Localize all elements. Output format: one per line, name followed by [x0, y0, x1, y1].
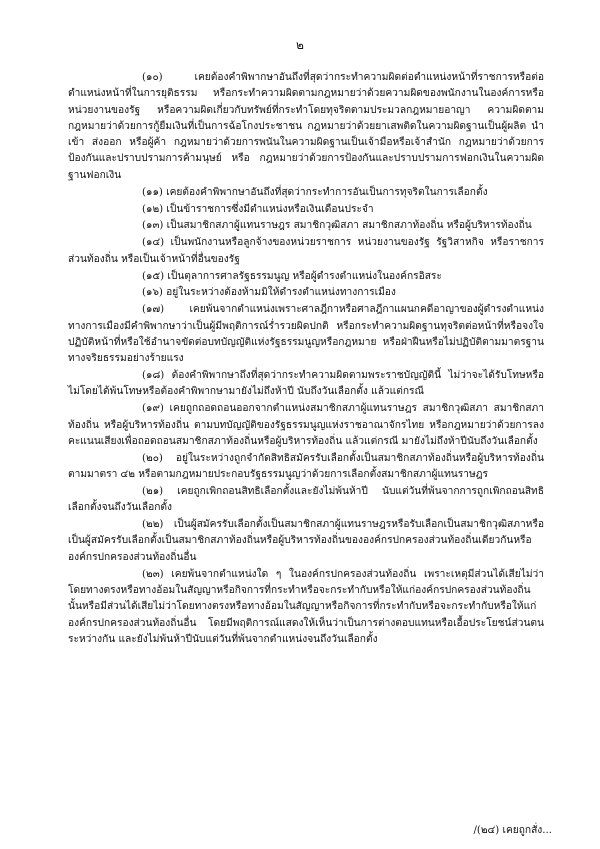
clause-11: (๑๑) เคยต้องคำพิพากษาอันถึงที่สุดว่ากระทำการอันเป็นการทุจริตในการเลือกตั้ง [142, 186, 488, 198]
clause-12: (๑๒) เป็นข้าราชการซึ่งมีตำแหน่งหรือเงินเดือนประจำ [142, 203, 374, 215]
clause-16: (๑๖) อยู่ในระหว่างต้องห้ามมิให้ดำรงตำแหน่งทางการเมือง [142, 287, 396, 299]
clause-22: (๒๒) เป็นผู้สมัครรับเลือกตั้งเป็นสมาชิกสภาผู้แทนราษฎรหรือรับเลือกเป็นสมาชิกวุฒิสภาหรือเป็นผู้สมัครรับเลือกตั้งเป็นสมาชิกสภาท้องถิ่นหรือผู้บริหารท้องถิ่นขององค์กรปกครองส่วนท้องถิ่นเดียวกันหรือองค์กรปกครองส่วนท้องถิ่นอื่น [68, 519, 544, 563]
continuation-note: /(๒๔) เคยถูกสั่ง... [473, 825, 552, 836]
clause-13: (๑๓) เป็นสมาชิกสภาผู้แทนราษฎร สมาชิกวุฒิสภา สมาชิกสภาท้องถิ่น หรือผู้บริหารท้องถิ่น [142, 220, 532, 232]
clause-15: (๑๕) เป็นตุลาการศาลรัฐธรรมนูญ หรือผู้ดำรงตำแหน่งในองค์กรอิสระ [142, 270, 442, 282]
clause-19: (๑๙) เคยถูกถอดถอนออกจากตำแหน่งสมาชิกสภาผู้แทนราษฎร สมาชิกวุฒิสภา สมาชิกสภาท้องถิ่น หรือผู้บริหารท้องถิ่น ตามบทบัญญัติของรัฐธรรมนูญแห่งราชอาณาจักรไทย หรือกฎหมายว่าด้วยการลงคะแนนเสียงเพื่อถอดถอนสมาชิกสภาท้องถิ่นหรือผู้บริหารท้องถิ่น แล้วแต่กรณี มายังไม่ถึงห้าปีนับถึงวันเลือกตั้ง [68, 403, 544, 447]
page-number: ๒ [296, 38, 304, 52]
clause-14: (๑๔) เป็นพนักงานหรือลูกจ้างของหน่วยราชการ หน่วยงานของรัฐ รัฐวิสาหกิจ หรือราชการส่วนท้องถิ่น หรือเป็นเจ้าหน้าที่อื่นของรัฐ [68, 237, 544, 265]
clause-21: (๒๑) เคยถูกเพิกถอนสิทธิเลือกตั้งและยังไม่พ้นห้าปี นับแต่วันที่พ้นจากการถูกเพิกถอนสิทธิเลือกตั้งจนถึงวันเลือกตั้ง [68, 485, 544, 514]
clause-17: (๑๗) เคยพ้นจากตำแหน่งเพราะศาลฎีกาหรือศาลฎีกาแผนกคดีอาญาของผู้ดำรงตำแหน่งทางการเมืองมีคำพิพากษาว่าเป็นผู้มีพฤติการณ์ร่ำรวยผิดปกติ หรือกระทำความผิดฐานทุจริตต่อหน้าที่หรือจงใจปฏิบัติหน้าที่หรือใช้อำนาจขัดต่อบทบัญญัติแห่งรัฐธรรมนูญหรือกฎหมาย หรือฝ่าฝืนหรือไม่ปฏิบัติตามมาตรฐานทางจริยธรรมอย่างร้ายแรง [68, 304, 544, 365]
clause-20: (๒๐) อยู่ในระหว่างถูกจำกัดสิทธิสมัครรับเลือกตั้งเป็นสมาชิกสภาท้องถิ่นหรือผู้บริหารท้องถิ่นตามมาตรา ๔๒ หรือตามกฎหมายประกอบรัฐธรรมนูญว่าด้วยการเลือกตั้งสมาชิกสภาผู้แทนราษฎร [68, 452, 544, 481]
clause-23: (๒๓) เคยพ้นจากตำแหน่งใด ๆ ในองค์กรปกครองส่วนท้องถิ่น เพราะเหตุมีส่วนได้เสียไม่ว่าโดยทางตรงหรือทางอ้อมในสัญญาหรือกิจการที่กระทำหรือจะกระทำกับหรือให้แก่องค์กรปกครองส่วนท้องถิ่นนั้นหรือมีส่วนได้เสียไม่ว่าโดยทางตรงหรือทางอ้อมในสัญญาหรือกิจการที่กระทำกับหรือจะกระทำกับหรือให้แก่องค์กรปกครองส่วนท้องถิ่นอื่น โดยมีพฤติการณ์แสดงให้เห็นว่าเป็นการต่างตอบแทนหรือเอื้อประโยชน์ส่วนตนระหว่างกัน และยังไม่พ้นห้าปีนับแต่วันที่พ้นจากตำแหน่งจนถึงวันเลือกตั้ง [68, 568, 544, 645]
clause-10: (๑๐) เคยต้องคำพิพากษาอันถึงที่สุดว่ากระทำความผิดต่อตำแหน่งหน้าที่ราชการหรือต่อตำแหน่งหน้าที่ในการยุติธรรม หรือกระทำความผิดตามกฎหมายว่าด้วยความผิดของพนักงานในองค์การหรือหน่วยงานของรัฐ หรือความผิดเกี่ยวกับทรัพย์ที่กระทำโดยทุจริตตามประมวลกฎหมายอาญา ความผิดตามกฎหมายว่าด้วยการกู้ยืมเงินที่เป็นการฉ้อโกงประชาชน กฎหมายว่าด้วยยาเสพติดในความผิดฐานเป็นผู้ผลิต นำเข้า ส่งออก หรือผู้ค้า กฎหมายว่าด้วยการพนันในความผิดฐานเป็นเจ้ามือหรือเจ้าสำนัก กฎหมายว่าด้วยการป้องกันและปราบปรามการค้ามนุษย์ หรือ กฎหมายว่าด้วยการป้องกันและปราบปรามการฟอกเงินในความผิดฐานฟอกเงิน [68, 72, 544, 181]
document-body [68, 70, 544, 649]
clause-18: (๑๘) ต้องคำพิพากษาถึงที่สุดว่ากระทำความผิดตามพระราชบัญญัตินี้ ไม่ว่าจะได้รับโทษหรือไม่โดยได้พ้นโทษหรือต้องคำพิพากษามายังไม่ถึงห้าปี นับถึงวันเลือกตั้ง แล้วแต่กรณี [68, 370, 544, 398]
